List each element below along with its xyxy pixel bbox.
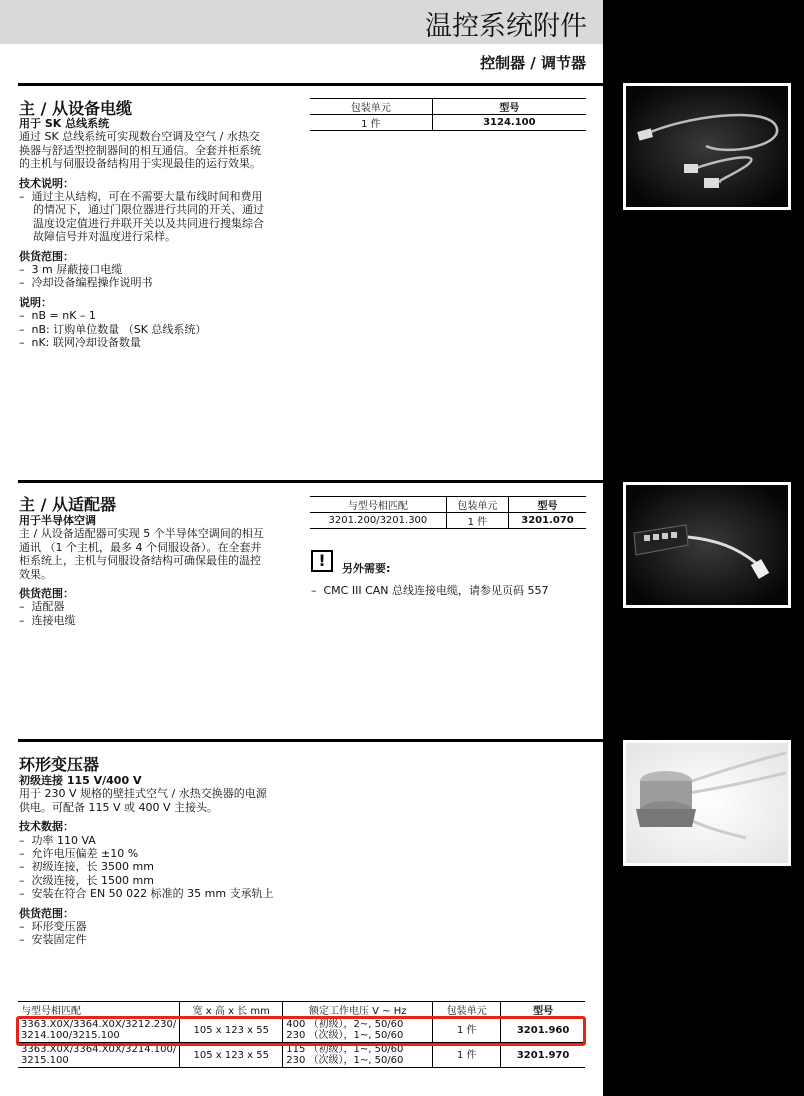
desc-line: 供电。可配备 115 V 或 400 V 主接头。: [19, 800, 219, 814]
supply-item: – 安装固定件: [19, 933, 87, 947]
col-header-voltage: 额定工作电压 V ~ Hz: [283, 1002, 433, 1018]
page-subtitle: 控制器 / 调节器: [480, 54, 586, 72]
desc-line: 用于 230 V 规格的壁挂式空气 / 水热交换器的电源: [19, 787, 267, 801]
product-photo-transformer: [623, 740, 791, 866]
section-divider: [18, 83, 603, 86]
tech-line: 故障信号并对温度进行采样。: [19, 230, 176, 244]
section2-title: 主 / 从适配器: [19, 495, 116, 514]
tech-line: 温度设定值进行并联开关以及共同进行搜集综合: [19, 216, 264, 230]
section2-subtitle: 用于半导体空调: [19, 514, 96, 527]
highlight-box: [16, 1016, 586, 1046]
tech-line: – 安装在符合 EN 50 022 标准的 35 mm 支承轨上: [19, 887, 274, 901]
cell-model: 3201.960: [501, 1018, 585, 1043]
section3-title: 环形变压器: [19, 755, 100, 774]
tech-line: – 通过主从结构，可在不需要大量布线时间和费用: [19, 190, 263, 204]
supply-item: – 冷却设备编程操作说明书: [19, 276, 153, 290]
supply-item: – 适配器: [19, 600, 65, 614]
desc-line: 通讯 （1 个主机，最多 4 个伺服设备）。在全套并: [19, 540, 262, 554]
warning-icon: !: [311, 550, 333, 572]
product-photo-adapter: [623, 482, 791, 608]
col-header-match: 与型号相匹配: [18, 1002, 180, 1018]
cell-pack: 1 件: [446, 513, 508, 529]
section1-body: [19, 117, 291, 350]
cell-voltage: 115 （初级），1~, 50/60 230 （次级），1~, 50/60: [283, 1043, 433, 1068]
required-item: – CMC III CAN 总线连接电缆，请参见页码 557: [311, 584, 549, 597]
cell-voltage: 400 （初级），2~, 50/60 230 （次级），1~, 50/60: [283, 1018, 433, 1043]
tech-line: – 初级连接，长 3500 mm: [19, 860, 154, 874]
col-header-match: 与型号相匹配: [310, 497, 446, 513]
col-header-pack: 包装单元: [310, 99, 432, 115]
desc-line: 通过 SK 总线系统可实现数台空调及空气 / 水热交: [19, 130, 260, 144]
table-row: [18, 1043, 585, 1068]
warning-label: 另外需要:: [342, 562, 391, 575]
cell-match: 3201.200/3201.300: [310, 513, 446, 529]
section-divider: [18, 480, 603, 483]
note-item: – nB = nK – 1: [19, 309, 96, 323]
cell-model: 3124.100: [432, 115, 586, 131]
desc-line: 换器与舒适型控制器间的相互通信。全套并柜系统: [19, 143, 261, 157]
supply-heading: 供货范围：: [19, 249, 74, 263]
product-photo-cable: [623, 83, 791, 210]
note-heading: 说明：: [19, 295, 52, 309]
desc-line: 效果。: [19, 567, 52, 581]
desc-line: 的主机与伺服设备结构用于实现最佳的运行效果。: [19, 157, 261, 171]
supply-item: – 3 m 屏蔽接口电缆: [19, 263, 123, 277]
tech-line: – 允许电压偏差 ±10 %: [19, 847, 139, 861]
cell-dims: 105 x 123 x 55: [180, 1018, 283, 1043]
section1-subtitle: 用于 SK 总线系统: [19, 117, 110, 130]
supply-heading: 供货范围：: [19, 587, 74, 601]
tech-line: – 功率 110 VA: [19, 833, 96, 847]
col-header-pack: 包装单元: [446, 497, 508, 513]
section1-title: 主 / 从设备电缆: [19, 99, 132, 118]
cell-model: 3201.070: [509, 513, 587, 529]
section3-body: [19, 774, 291, 947]
section1-table: [310, 98, 586, 131]
tech-heading: 技术数据：: [19, 820, 74, 834]
note-item: – nK: 联网冷却设备数量: [19, 336, 141, 350]
col-header-dims: 宽 x 高 x 长 mm: [180, 1002, 283, 1018]
cell-model: 3201.970: [501, 1043, 585, 1068]
col-header-model: 型号: [501, 1002, 585, 1018]
col-header-model: 型号: [432, 99, 586, 115]
desc-line: 主 / 从设备适配器可实现 5 个半导体空调间的相互: [19, 527, 264, 541]
section3-subtitle: 初级连接 115 V/400 V: [19, 774, 142, 787]
note-item: – nB: 订购单位数量 （SK 总线系统）: [19, 322, 207, 336]
cell-pack: 1 件: [433, 1018, 501, 1043]
supply-heading: 供货范围：: [19, 906, 74, 920]
cell-pack: 1 件: [310, 115, 432, 131]
cell-dims: 105 x 123 x 55: [180, 1043, 283, 1068]
cell-pack: 1 件: [433, 1043, 501, 1068]
col-header-pack: 包装单元: [433, 1002, 501, 1018]
supply-item: – 连接电缆: [19, 613, 76, 627]
supply-item: – 环形变压器: [19, 920, 87, 934]
tech-line: 的情况下，通过门限位器进行共同的开关、通过: [19, 203, 264, 217]
page-title: 温控系统附件: [425, 11, 587, 42]
section2-body: [19, 514, 291, 627]
tech-line: – 次级连接，长 1500 mm: [19, 873, 154, 887]
section2-table: [310, 496, 586, 529]
cell-match: 3363.X0X/3364.X0X/3214.100/ 3215.100: [18, 1043, 180, 1068]
desc-line: 柜系统上，主机与伺服设备结构可确保最佳的温控: [19, 554, 261, 568]
col-header-model: 型号: [509, 497, 587, 513]
cell-match: 3363.X0X/3364.X0X/3212.230/ 3214.100/3215.100: [18, 1018, 180, 1043]
tech-heading: 技术说明：: [19, 176, 74, 190]
section-divider: [18, 739, 603, 742]
header-band: [0, 0, 603, 44]
